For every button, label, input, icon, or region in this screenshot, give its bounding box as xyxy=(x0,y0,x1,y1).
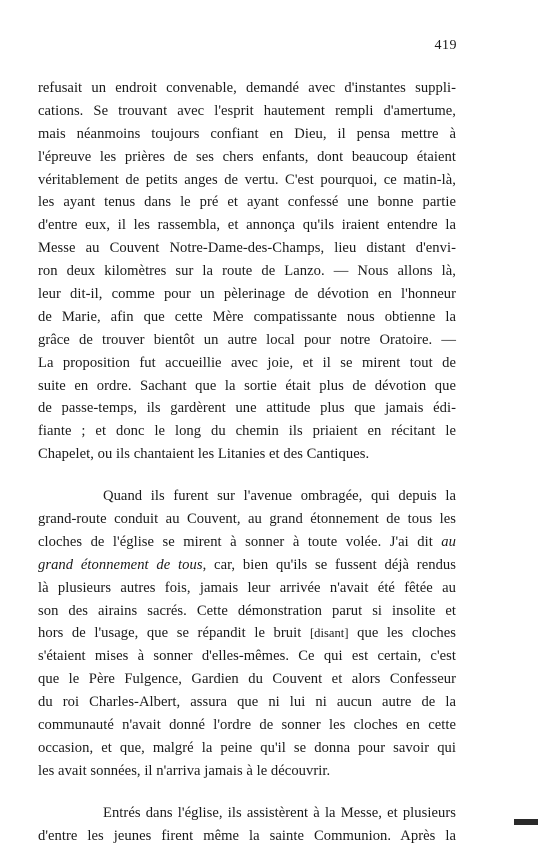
page-number: 419 xyxy=(434,38,457,53)
page-body xyxy=(38,77,456,848)
text-line: mais néanmoins toujours confiant en Dieu, il pensa mettre à xyxy=(38,125,456,142)
text-line: Messe au Couvent Notre-Dame-des-Champs, lieu distant d'envi- xyxy=(38,240,456,257)
paragraph-gap xyxy=(38,783,456,802)
text-line: son des airains sacrés. Cette démonstration parut si insolite et xyxy=(38,602,456,619)
text-line: grand-route conduit au Couvent, au grand étonnement de tous les xyxy=(38,511,456,528)
paragraph-1 xyxy=(38,77,456,466)
text-line: cloches de l'église se mirent à sonner à toute volée. J'ai dit au xyxy=(38,533,456,550)
text-line: véritablement de petits anges de vertu. C'est pourquoi, ce matin-là, xyxy=(38,171,456,188)
text-line: fiante ; et donc le long du chemin ils priaient en récitant le xyxy=(38,423,456,440)
text-line: l'épreuve les prières de ses chers enfants, dont beaucoup étaient xyxy=(38,148,456,165)
text-line: grâce de trouver bientôt un autre local pour notre Oratoire. — xyxy=(38,331,456,348)
text-line: s'étaient mises à sonner d'elles-mêmes. Ce qui est certain, c'est xyxy=(38,648,456,665)
text-line: leur dit-il, comme pour un pèlerinage de dévotion en l'honneur xyxy=(38,286,456,303)
scan-edge-mark xyxy=(514,819,538,825)
text-line: Quand ils furent sur l'avenue ombragée, qui depuis la xyxy=(103,488,456,505)
text-line: occasion, et que, malgré la peine qu'il se donna pour savoir qui xyxy=(38,739,456,756)
text-line: les avait sonnées, il n'arriva jamais à le découvrir. xyxy=(38,762,331,779)
text-line: là plusieurs autres fois, jamais leur arrivée n'avait été fêtée au xyxy=(38,579,456,596)
text-line: ron deux kilomètres sur la route de Lanzo. — Nous allons là, xyxy=(38,263,456,280)
text-line: suite en ordre. Sachant que la sortie était plus de dévotion que xyxy=(38,377,456,394)
text-line: communauté n'avait donné l'ordre de sonner les cloches en cette xyxy=(38,717,456,734)
text-line: les ayant tenus dans le pré et ayant confessé une bonne partie xyxy=(38,194,456,211)
text-line: du roi Charles-Albert, assura que ni lui ni aucun autre de la xyxy=(38,694,456,711)
text-line: grand étonnement de tous, car, bien qu'ils se fussent déjà rendus xyxy=(38,556,456,573)
text-line: de Marie, afin que cette Mère compatissante nous obtienne la xyxy=(38,308,456,325)
text-line: d'entre eux, il les rassembla, et annonça qu'ils iraient entendre la xyxy=(38,217,456,234)
text-line: refusait un endroit convenable, demandé avec d'instantes suppli- xyxy=(38,80,456,96)
text-line: de passe-temps, ils gardèrent une attitude plus que jamais édi- xyxy=(38,400,456,417)
text-line: La proposition fut accueillie avec joie, et il se mirent tout de xyxy=(38,354,456,371)
paragraph-3 xyxy=(38,802,456,848)
paragraph-gap xyxy=(38,466,456,485)
text-line: Chapelet, ou ils chantaient les Litanies et des Cantiques. xyxy=(38,446,370,463)
text-line: d'entre les jeunes firent même la sainte Communion. Après la xyxy=(38,827,456,844)
text-line: Entrés dans l'église, ils assistèrent à la Messe, et plusieurs xyxy=(103,804,456,821)
text-line: hors de l'usage, que se répandit le bruit [disant] que les cloches xyxy=(38,625,456,642)
text-line: cations. Se trouvant avec l'esprit hautement rempli d'amertume, xyxy=(38,102,456,119)
text-line: que le Père Fulgence, Gardien du Couvent et alors Confesseur xyxy=(38,671,456,688)
paragraph-2 xyxy=(38,485,456,783)
